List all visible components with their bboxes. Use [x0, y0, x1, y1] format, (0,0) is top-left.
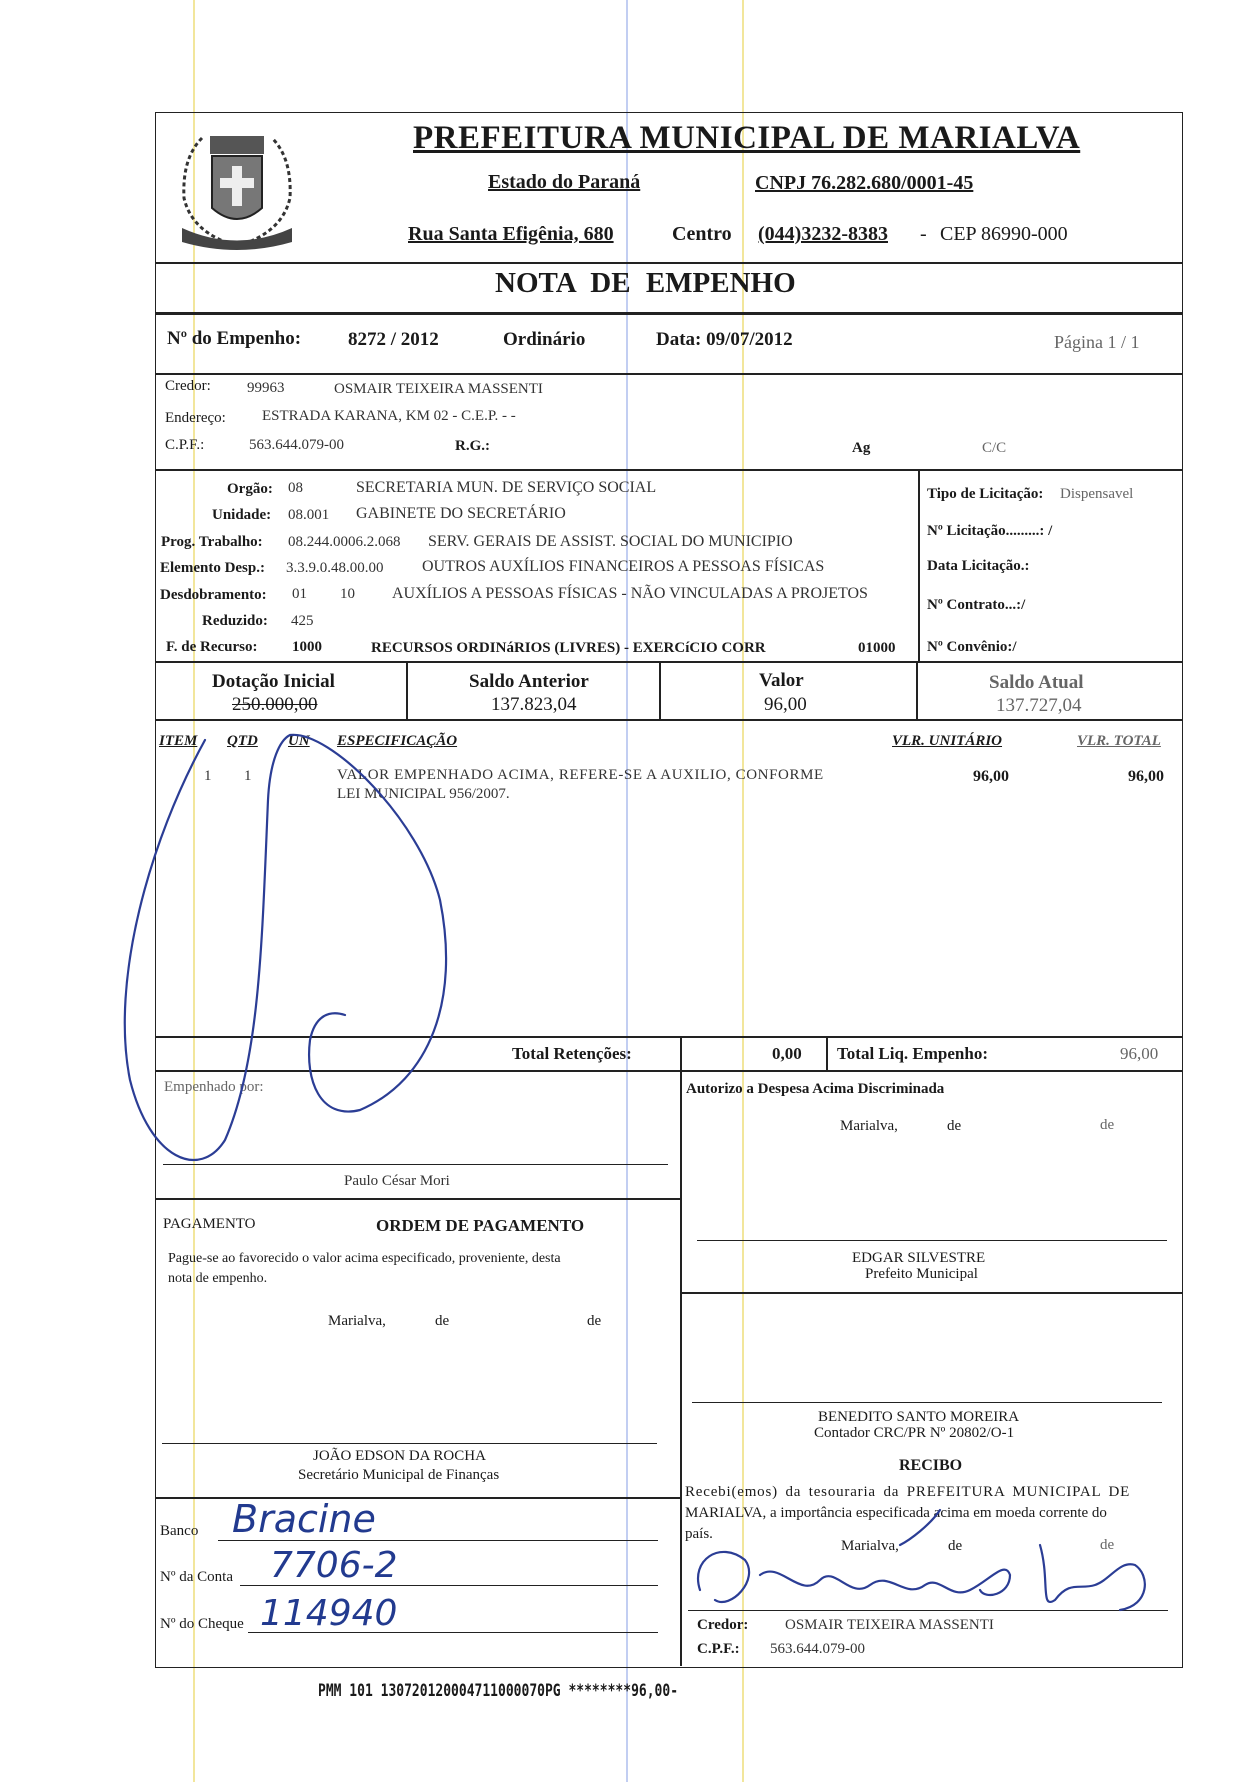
reduzido-label: Reduzido:: [202, 613, 268, 629]
divider-vertical: [916, 661, 918, 719]
recibo-credor-label: Credor:: [697, 1617, 749, 1633]
column-header-vlr-total: VLR. TOTAL: [1077, 733, 1161, 749]
signature-line: [162, 1443, 657, 1444]
cep-label: CEP 86990-000: [940, 223, 1068, 245]
pagamento-city: Marialva,: [328, 1313, 386, 1329]
recibo-title: RECIBO: [899, 1457, 963, 1474]
prog-trabalho-code: 08.244.0006.2.068: [288, 534, 401, 550]
item-spec-line2: LEI MUNICIPAL 956/2007.: [337, 786, 510, 802]
autorizo-de-1: de: [947, 1118, 962, 1134]
divider: [155, 1198, 681, 1200]
valor-label: Valor: [759, 670, 804, 691]
signature-line: [688, 1610, 1168, 1611]
account-label: C/C: [982, 440, 1007, 456]
divider: [155, 1036, 1183, 1038]
elemento-code: 3.3.9.0.48.00.00: [286, 560, 384, 576]
empenhado-por-label: Empenhado por:: [164, 1079, 264, 1095]
cheque-value[interactable]: 114940: [260, 1593, 398, 1634]
document-title: NOTA DE EMPENHO: [495, 267, 796, 299]
street-label: Rua Santa Efigênia, 680: [408, 223, 614, 245]
total-retencoes-value: 0,00: [772, 1044, 802, 1063]
banco-label: Banco: [160, 1523, 199, 1539]
numero-convenio: Nº Convênio:/: [927, 639, 1017, 655]
data-licitacao: Data Licitação.:: [927, 558, 1030, 574]
desdobramento-name: AUXÍLIOS A PESSOAS FÍSICAS - NÃO VINCULADAS A PROJETOS: [392, 585, 868, 602]
divider: [155, 262, 1183, 264]
column-header-item: ITEM: [159, 733, 198, 749]
org-title: PREFEITURA MUNICIPAL DE MARIALVA: [413, 120, 1081, 156]
pagamento-title: PAGAMENTO: [163, 1216, 256, 1232]
item-total-value: 96,00: [1128, 768, 1164, 785]
banco-value[interactable]: Bracine: [232, 1497, 376, 1541]
divider-vertical: [918, 469, 920, 661]
footer-code: PMM 101 130720120004711000070PG ********96,00-: [318, 1681, 679, 1702]
divider: [155, 661, 1183, 663]
recibo-text-2: MARIALVA, a importância especificada acima em moeda corrente do: [685, 1505, 1107, 1521]
empenho-kind: Ordinário: [503, 329, 586, 350]
pagamento-text-1: Pague-se ao favorecido o valor acima especificado, proveniente, desta: [168, 1251, 561, 1266]
signature-line: [692, 1402, 1162, 1403]
pagamento-de-2: de: [587, 1313, 602, 1329]
column-header-especificacao: ESPECIFICAÇÃO: [337, 733, 458, 749]
signature-line: [697, 1240, 1167, 1241]
unidade-label: Unidade:: [212, 507, 272, 523]
address-label: Endereço:: [165, 410, 226, 426]
recibo-de-2: de: [1100, 1537, 1115, 1553]
divider: [680, 1292, 1183, 1294]
fonte-recurso-code-2: 01000: [858, 640, 896, 656]
credor-cpf: 563.644.079-00: [249, 437, 344, 453]
secretario-name: JOÃO EDSON DA ROCHA: [313, 1448, 486, 1464]
prefeito-name: EDGAR SILVESTRE: [852, 1250, 986, 1266]
desdobramento-code: 01: [292, 586, 307, 602]
desdobramento-label: Desdobramento:: [160, 587, 267, 603]
separator-text: -: [920, 223, 927, 245]
empenhado-por-name: Paulo César Mori: [344, 1173, 450, 1189]
ordem-pagamento-title: ORDEM DE PAGAMENTO: [376, 1216, 585, 1235]
prog-trabalho-label: Prog. Trabalho:: [161, 534, 263, 550]
column-header-un: UN: [288, 733, 310, 749]
recibo-cpf-label: C.P.F.:: [697, 1641, 740, 1657]
recibo-city: Marialva,: [841, 1538, 899, 1554]
column-header-vlr-unitario: VLR. UNITÁRIO: [892, 733, 1003, 749]
pagamento-de-1: de: [435, 1313, 450, 1329]
divider: [155, 469, 1183, 471]
divider: [155, 373, 1183, 375]
cpf-label: C.P.F.:: [165, 437, 205, 453]
item-number: 1: [204, 768, 212, 784]
reduzido-value: 425: [291, 613, 314, 629]
orgao-label: Orgão:: [227, 481, 273, 497]
divider-vertical: [680, 1070, 682, 1666]
divider: [155, 719, 1183, 721]
empenho-number-label: Nº do Empenho:: [167, 328, 302, 349]
cnpj-label: CNPJ 76.282.680/0001-45: [755, 172, 974, 194]
recibo-de-1: de: [948, 1538, 963, 1554]
cheque-label: Nº do Cheque: [160, 1616, 244, 1632]
item-qtd: 1: [244, 768, 252, 784]
autorizo-city: Marialva,: [840, 1118, 898, 1134]
pagamento-text-2: nota de empenho.: [168, 1271, 268, 1286]
unidade-code: 08.001: [288, 507, 330, 523]
secretario-role: Secretário Municipal de Finanças: [298, 1467, 500, 1483]
empenho-number: 8272 / 2012: [348, 329, 439, 350]
total-liquido-value: 96,00: [1120, 1044, 1159, 1063]
credor-name: OSMAIR TEIXEIRA MASSENTI: [334, 381, 543, 397]
contador-name: BENEDITO SANTO MOREIRA: [818, 1409, 1020, 1425]
divider-vertical: [659, 661, 661, 719]
state-label: Estado do Paraná: [488, 171, 641, 193]
autorizo-de-2: de: [1100, 1117, 1115, 1133]
desdobramento-code: 10: [340, 586, 355, 602]
recibo-text-1: Recebi(emos) da tesouraria da PREFEITURA MUNICIPAL DE: [685, 1484, 1131, 1500]
unidade-name: GABINETE DO SECRETÁRIO: [356, 505, 566, 522]
agency-label: Ag: [852, 440, 871, 456]
total-liquido-label: Total Liq. Empenho:: [837, 1044, 988, 1063]
phone-label: (044)3232-8383: [758, 223, 888, 245]
item-unit-value: 96,00: [973, 768, 1009, 785]
orgao-name: SECRETARIA MUN. DE SERVIÇO SOCIAL: [356, 479, 657, 496]
elemento-label: Elemento Desp.:: [160, 560, 265, 576]
contador-role: Contador CRC/PR Nº 20802/O-1: [814, 1425, 1015, 1441]
divider-vertical: [826, 1036, 828, 1070]
saldo-anterior-label: Saldo Anterior: [469, 671, 589, 692]
numero-licitacao: Nº Licitação.........: /: [927, 523, 1053, 539]
page-indicator: Página 1 / 1: [1054, 332, 1140, 352]
divider: [155, 312, 1183, 315]
orgao-code: 08: [288, 480, 303, 496]
elemento-name: OUTROS AUXÍLIOS FINANCEIROS A PESSOAS FÍSICAS: [422, 558, 825, 575]
rg-label: R.G.:: [455, 438, 490, 454]
numero-contrato: Nº Contrato...:/: [927, 597, 1026, 613]
credor-address: ESTRADA KARANA, KM 02 - C.E.P. - -: [262, 408, 516, 424]
column-header-qtd: QTD: [227, 733, 258, 749]
recibo-credor-name: OSMAIR TEIXEIRA MASSENTI: [785, 1617, 994, 1633]
recibo-cpf-value: 563.644.079-00: [770, 1641, 865, 1657]
fonte-recurso-label: F. de Recurso:: [166, 639, 258, 655]
saldo-anterior-value: 137.823,04: [491, 694, 577, 715]
prefeito-role: Prefeito Municipal: [865, 1266, 978, 1282]
divider-vertical: [406, 661, 408, 719]
empenho-date: Data: 09/07/2012: [656, 329, 793, 350]
item-spec-line1: VALOR EMPENHADO ACIMA, REFERE-SE A AUXILIO, CONFORME: [337, 767, 824, 783]
dotacao-inicial-label: Dotação Inicial: [212, 671, 335, 692]
credor-label: Credor:: [165, 378, 211, 394]
conta-value[interactable]: 7706-2: [270, 1545, 398, 1586]
tipo-licitacao-value: Dispensavel: [1060, 486, 1134, 502]
total-retencoes-label: Total Retenções:: [512, 1044, 632, 1063]
conta-label: Nº da Conta: [160, 1569, 233, 1585]
fonte-recurso-name: RECURSOS ORDINáRIOS (LIVRES) - EXERCíCIO CORR: [371, 640, 766, 656]
saldo-atual-label: Saldo Atual: [989, 672, 1084, 693]
saldo-atual-value: 137.727,04: [996, 695, 1082, 716]
prog-trabalho-name: SERV. GERAIS DE ASSIST. SOCIAL DO MUNICIPIO: [428, 533, 793, 550]
fonte-recurso-code: 1000: [292, 639, 322, 655]
municipal-coat-of-arms: [162, 118, 312, 258]
divider: [155, 1070, 1183, 1072]
credor-code: 99963: [247, 380, 285, 396]
tipo-licitacao-label: Tipo de Licitação:: [927, 486, 1044, 502]
valor-value: 96,00: [764, 694, 807, 715]
recibo-text-3: país.: [685, 1526, 713, 1542]
divider-vertical: [680, 1036, 682, 1070]
signature-line: [163, 1164, 668, 1165]
autorizo-text: Autorizo a Despesa Acima Discriminada: [686, 1081, 945, 1097]
district-label: Centro: [672, 223, 732, 245]
dotacao-inicial-value: 250.000,00: [232, 694, 318, 715]
